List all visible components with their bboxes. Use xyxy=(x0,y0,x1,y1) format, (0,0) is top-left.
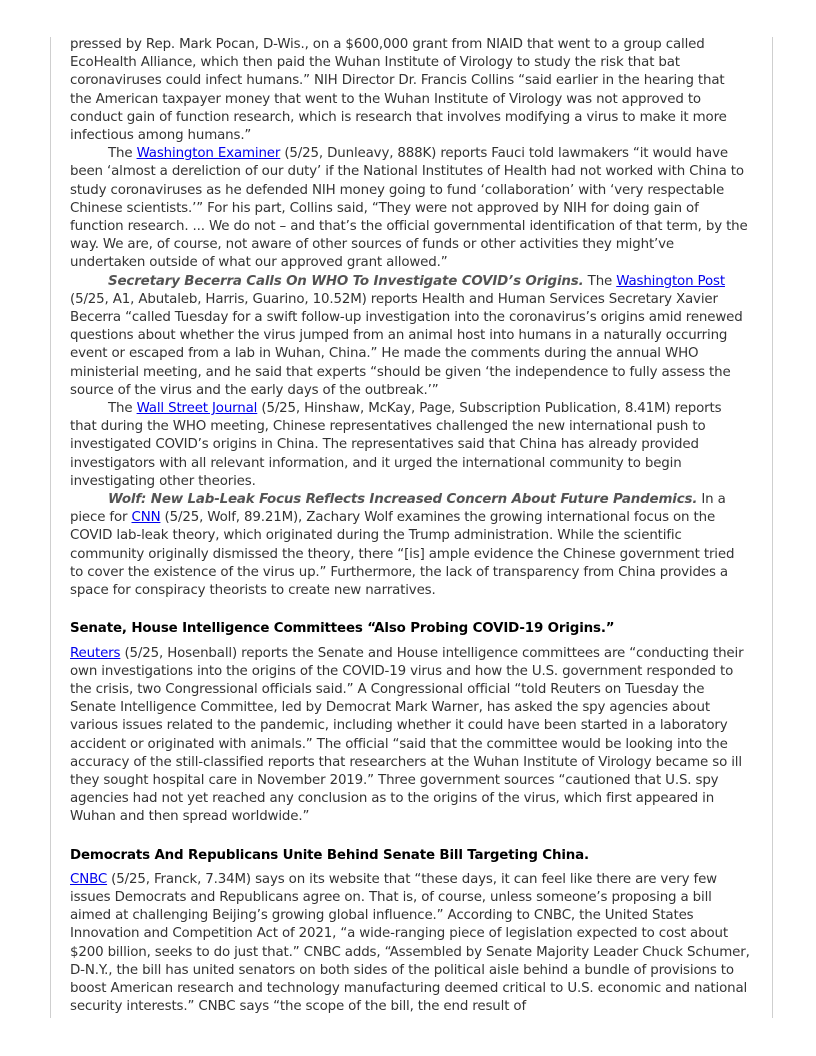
link-cnn[interactable]: CNN xyxy=(131,510,161,526)
paragraph-becerra xyxy=(70,273,750,400)
paragraph-lead: The xyxy=(108,146,137,162)
link-washington-post[interactable]: Washington Post xyxy=(616,273,725,289)
paragraph-washington-examiner xyxy=(70,145,750,272)
link-wall-street-journal[interactable]: Wall Street Journal xyxy=(136,401,258,417)
paragraph-lead: The xyxy=(583,273,617,289)
link-cnbc[interactable]: CNBC xyxy=(70,871,108,887)
paragraph-text: (5/25, A1, Abutaleb, Harris, Guarino, 10.52M) reports Health and Human Services Secretary Xavier Becerra “called Tuesday for a swift follow-up investigation into the coronavirus’s origins amid renewed questions about whether the virus jumped from an animal host into humans in a naturally occurring event or escaped from a lab in Wuhan, China.” He made the comments during the annual WHO ministerial meeting, and he said that experts “should be given ‘the independence to fully assess the source of the virus and the early days of the outbreak.’” xyxy=(70,291,743,398)
paragraph-wsj xyxy=(70,400,750,491)
paragraph-continued: pressed by Rep. Mark Pocan, D-Wis., on a $600,000 grant from NIAID that went to a group called EcoHealth Alliance, which then paid the Wuhan Institute of Virology to study the risk that bat coronaviruses could infect humans.” NIH Director Dr. Francis Collins “said earlier in the hearing that the American taxpayer money that went to the Wuhan Institute of Virology was not approved to conduct gain of function research, which is research that involves modifying a virus to make it more infectious among humans.” xyxy=(70,37,727,144)
document-body xyxy=(70,36,750,1016)
link-reuters[interactable]: Reuters xyxy=(70,645,121,661)
paragraph-text: (5/25, Dunleavy, 888K) reports Fauci told lawmakers “it would have been ‘almost a dereliction of our duty’ if the National Institutes of Health had not worked with China to study coronaviruses as he defended NIH money going to fund ‘collaboration’ with ‘very respectable Chinese scientists.’” For his part, Collins said, “They were not approved by NIH for doing gain of function research. ... We do not – and that’s the official governmental identification of that term, by the way. We are, of course, not aware of other sources of funds or other activities they might’ve undertaken outside of what our approved grant allowed.” xyxy=(70,146,748,271)
link-washington-examiner[interactable]: Washington Examiner xyxy=(136,146,281,162)
paragraph-text: (5/25, Franck, 7.34M) says on its website that “these days, it can feel like there are very few issues Democrats and Republicans agree on. That is, of course, unless someone’s proposing a bill aimed at challenging Beijing’s growing global influence.” According to CNBC, the United States Innovation and Competition Act of 2021, “a wide-ranging piece of legislation expected to cost about $200 billion, seeks to do just that.” CNBC adds, “Assembled by Senate Majority Leader Chuck Schumer, D-N.Y., the bill has united senators on both sides of the political aisle behind a bundle of provisions to boost American research and technology manufacturing deemed critical to U.S. economic and national security interests.” CNBC says “the scope of the bill, the end result of xyxy=(70,871,750,1015)
paragraph-reuters xyxy=(70,645,750,827)
paragraph-lead: The xyxy=(108,401,137,417)
section-heading-intelligence-committees: Senate, House Intelligence Committees “Also Probing COVID-19 Origins.” xyxy=(70,621,615,637)
paragraph-wolf xyxy=(70,491,750,600)
inline-headline: Secretary Becerra Calls On WHO To Investigate COVID’s Origins. xyxy=(108,273,584,289)
inline-headline: Wolf: New Lab-Leak Focus Reflects Increased Concern About Future Pandemics. xyxy=(108,492,698,508)
paragraph-text: (5/25, Hosenball) reports the Senate and House intelligence committees are “conducting their own investigations into the origins of the COVID-19 virus and how the U.S. government responded to the crisis, two Congressional officials said.” A Congressional official “told Reuters on Tuesday the Senate Intelligence Committee, led by Democrat Mark Warner, has asked the spy agencies about various issues related to the pandemic, including whether it could have been started in a laboratory accident or originated with animals.” The official “said that the committee would be looking into the accuracy of the still-classified reports that researchers at the Wuhan Institute of Virology became so ill they sought hospital care in November 2019.” Three government sources “cautioned that U.S. spy agencies had not yet reached any conclusion as to the origins of the virus, which first appeared in Wuhan and then spread worldwide.” xyxy=(70,645,744,825)
paragraph-text: (5/25, Wolf, 89.21M), Zachary Wolf examines the growing international focus on the COVID lab-leak theory, which originated during the Trump administration. While the scientific community originally dismissed the theory, there “[is] ample evidence the Chinese government tried to cover the existence of the virus up.” Furthermore, the lack of transparency from China provides a space for conspiracy theorists to create new narratives. xyxy=(70,510,735,599)
paragraph-cnbc xyxy=(70,871,750,1017)
paragraph-text: (5/25, Hinshaw, McKay, Page, Subscription Publication, 8.41M) reports that during the WHO meeting, Chinese representatives challenged the new international push to investigated COVID’s origins in China. The representatives said that China has already provided investigators with all relevant information, and it urged the international community to begin investigating other theories. xyxy=(70,401,722,489)
paragraph-lead: In a piece for xyxy=(70,492,726,526)
section-heading-senate-bill: Democrats And Republicans Unite Behind Senate Bill Targeting China. xyxy=(70,847,589,863)
